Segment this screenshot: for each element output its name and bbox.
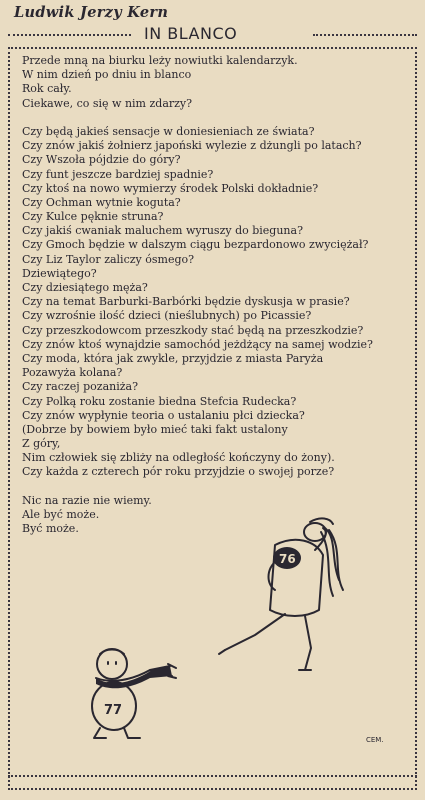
poem-line: Czy znów wypłynie teoria o ustalaniu płci dziecka? [22, 408, 305, 422]
author-name: Ludwik Jerzy Kern [14, 4, 169, 21]
poem-line: W nim dzień po dniu in blanco [22, 68, 192, 82]
poem-line: Nic na razie nie wiemy. [22, 493, 152, 507]
poem-line: Czy ktoś na nowo wymierzy środek Polski dokładnie? [22, 181, 319, 195]
poem-line [22, 111, 412, 125]
title-row [8, 25, 417, 45]
poem-line: Czy Gmoch będzie w dalszym ciągu bezpardonowo zwyciężał? [22, 238, 369, 252]
title-rule-left [8, 34, 131, 36]
poem-line: Czy funt jeszcze bardziej spadnie? [22, 167, 214, 181]
poem-line: Z góry, [22, 437, 61, 451]
poem-line: Czy każda z czterech pór roku przyjdzie o swojej porze? [22, 465, 335, 479]
poem-line [22, 480, 412, 494]
baby-number: 77 [104, 703, 123, 718]
poem-line: Czy dziesiątego męża? [22, 281, 148, 294]
poem-line: Czy znów ktoś wynajdzie samochód jeżdżący na samej wodzie? [22, 337, 373, 351]
poem-line: Ale być może. [22, 508, 100, 521]
baby-new-year-illustration [72, 640, 182, 750]
poem-line: (Dobrze by bowiem było mieć taki fakt ustalony [22, 422, 288, 436]
poem-line: Czy Polką roku zostanie biedna Stefcia Rudecka? [22, 394, 297, 408]
poem-line: Czy Liz Taylor zaliczy ósmego? [22, 252, 195, 266]
poem-line: Ciekawe, co się w nim zdarzy? [22, 96, 193, 110]
poem-line: Czy jakiś cwaniak maluchem wyruszy do bieguna? [22, 224, 303, 238]
runner-number: 76 [279, 552, 296, 566]
poem-line: Czy wzrośnie ilość dzieci (nieślubnych) po Picassie? [22, 309, 312, 323]
poem-line: Rok cały. [22, 82, 72, 96]
poem-line: Dziewiątego? [22, 266, 97, 280]
poem-line: Nim człowiek się zbliży na odległość kończyny do żony). [22, 451, 335, 465]
poem-line: Czy będą jakieś sensacje w doniesieniach ze świata? [22, 124, 315, 138]
illustrator-signature: CEM. [366, 736, 384, 744]
poem-line: Czy na temat Barburki-Barbórki będzie dyskusja w prasie? [22, 295, 350, 309]
poem-line: Czy Kulce pęknie struna? [22, 210, 164, 224]
running-old-man-illustration [215, 510, 365, 680]
poem-line: Czy raczej pozaniża? [22, 380, 138, 394]
poem-line: Czy Ochman wytnie koguta? [22, 195, 181, 209]
poem-body [22, 54, 412, 536]
poem-line: Pozawyża kolana? [22, 366, 123, 380]
title-rule-right [313, 34, 417, 36]
poem-line: Czy znów jakiś żołnierz japoński wylezie z dżungli po latach? [22, 139, 362, 153]
poem-line: Czy przeszkodowcom przeszkody stać będą na przeszkodzie? [22, 323, 364, 337]
poem-line: Czy Wszoła pójdzie do góry? [22, 153, 181, 167]
poem-line: Czy moda, która jak zwykle, przyjdzie z miasta Paryża [22, 351, 324, 365]
poem-line: Być może. [22, 522, 79, 536]
frame-inner-rule [8, 775, 417, 777]
poem-title: IN BLANCO [144, 24, 238, 43]
poem-line: Przede mną na biurku leży nowiutki kalendarzyk. [22, 54, 298, 67]
